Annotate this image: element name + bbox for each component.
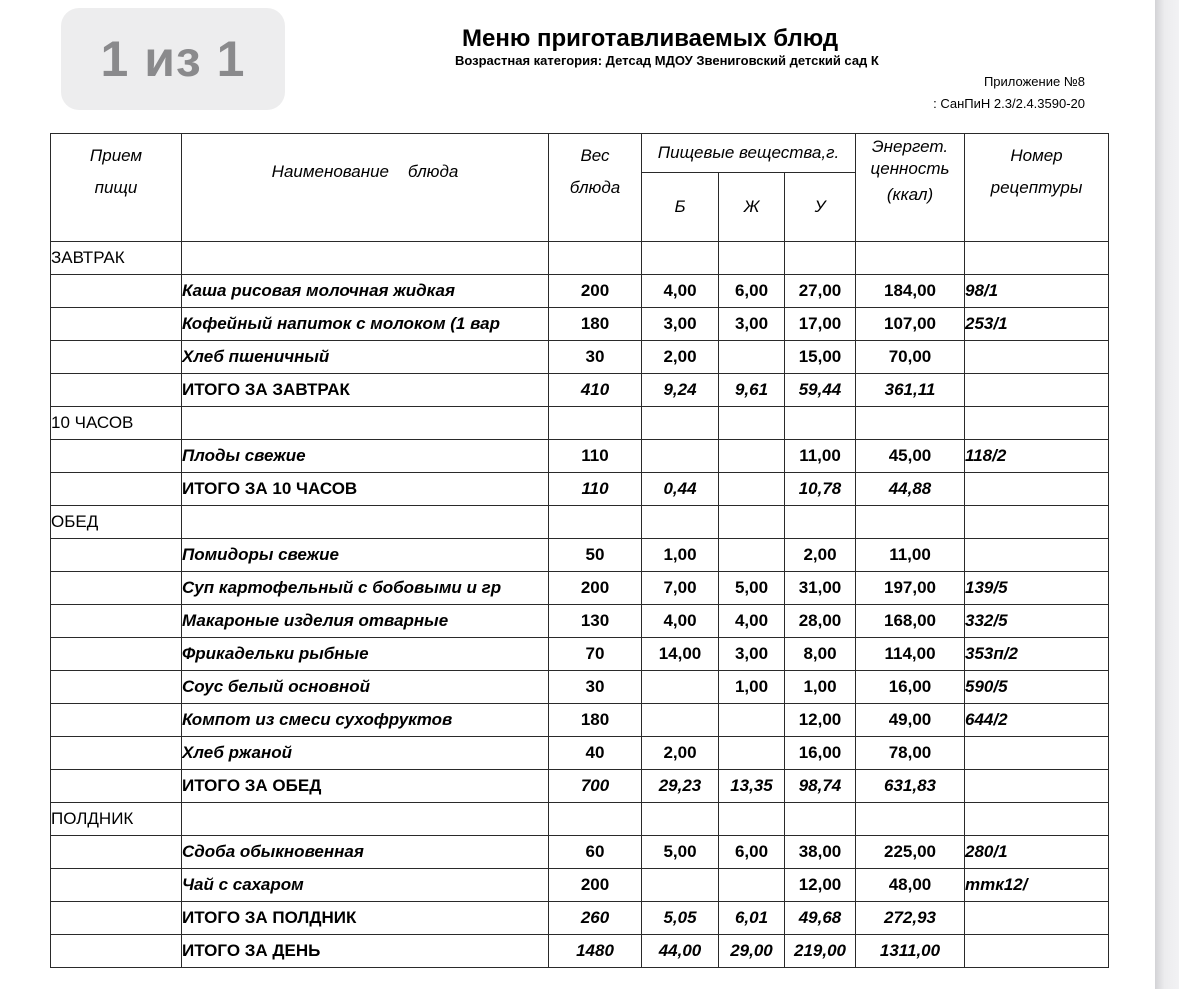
- carbs-cell: 2,00: [785, 539, 856, 572]
- header-recipe-line1: Номер: [1010, 145, 1063, 165]
- dish-name-cell: Чай с сахаром: [182, 869, 549, 902]
- table-row: [51, 539, 1109, 572]
- header-meal: [51, 134, 182, 242]
- dish-name-cell: Хлеб ржаной: [182, 737, 549, 770]
- header-recipe: [965, 134, 1109, 242]
- recipe-cell: [965, 539, 1109, 572]
- protein-cell: 14,00: [642, 638, 719, 671]
- meal-section-row: [51, 803, 1109, 836]
- carbs-cell: 1,00: [785, 671, 856, 704]
- meal-name-cell: ЗАВТРАК: [51, 242, 182, 275]
- document-subtitle: Возрастная категория: Детсад МДОУ Звениговский детский сад К: [455, 53, 879, 68]
- weight-cell: 60: [549, 836, 642, 869]
- table-row: [51, 869, 1109, 902]
- energy-cell: 107,00: [856, 308, 965, 341]
- empty-cell: [719, 803, 785, 836]
- protein-cell: 4,00: [642, 605, 719, 638]
- header-energy: [856, 134, 965, 242]
- empty-cell: [856, 242, 965, 275]
- carbs-cell: 10,78: [785, 473, 856, 506]
- empty-cell: [965, 803, 1109, 836]
- dish-name-cell: Помидоры свежие: [182, 539, 549, 572]
- weight-cell: 50: [549, 539, 642, 572]
- meal-section-row: [51, 506, 1109, 539]
- empty-cell: [549, 803, 642, 836]
- empty-cell: [182, 407, 549, 440]
- energy-cell: 48,00: [856, 869, 965, 902]
- total-name-cell: ИТОГО ЗА ОБЕД: [182, 770, 549, 803]
- energy-cell: 197,00: [856, 572, 965, 605]
- empty-cell: [856, 506, 965, 539]
- empty-cell: [785, 242, 856, 275]
- recipe-cell: [965, 473, 1109, 506]
- empty-cell: [719, 506, 785, 539]
- header-carbs: У: [785, 173, 856, 242]
- dish-name-cell: Каша рисовая молочная жидкая: [182, 275, 549, 308]
- header-recipe-line2: рецептуры: [990, 177, 1083, 197]
- carbs-cell: 59,44: [785, 374, 856, 407]
- table-header: [51, 134, 1109, 242]
- energy-cell: 631,83: [856, 770, 965, 803]
- energy-cell: 168,00: [856, 605, 965, 638]
- carbs-cell: 15,00: [785, 341, 856, 374]
- fat-cell: 6,00: [719, 275, 785, 308]
- fat-cell: [719, 539, 785, 572]
- recipe-cell: [965, 770, 1109, 803]
- protein-cell: 44,00: [642, 935, 719, 968]
- energy-cell: 361,11: [856, 374, 965, 407]
- weight-cell: 700: [549, 770, 642, 803]
- fat-cell: [719, 341, 785, 374]
- carbs-cell: 17,00: [785, 308, 856, 341]
- dish-name-cell: Сдоба обыкновенная: [182, 836, 549, 869]
- fat-cell: [719, 869, 785, 902]
- empty-cell: [549, 242, 642, 275]
- table-row: [51, 704, 1109, 737]
- empty-cell: [51, 341, 182, 374]
- empty-cell: [642, 803, 719, 836]
- recipe-cell: ттк12/: [965, 869, 1109, 902]
- carbs-cell: 11,00: [785, 440, 856, 473]
- table-row: [51, 341, 1109, 374]
- empty-cell: [51, 638, 182, 671]
- weight-cell: 260: [549, 902, 642, 935]
- energy-cell: 1311,00: [856, 935, 965, 968]
- fat-cell: [719, 737, 785, 770]
- total-row: [51, 902, 1109, 935]
- weight-cell: 1480: [549, 935, 642, 968]
- fat-cell: 5,00: [719, 572, 785, 605]
- total-row: [51, 770, 1109, 803]
- protein-cell: 3,00: [642, 308, 719, 341]
- empty-cell: [51, 572, 182, 605]
- protein-cell: [642, 869, 719, 902]
- table-row: [51, 836, 1109, 869]
- weight-cell: 110: [549, 473, 642, 506]
- dish-name-cell: Хлеб пшеничный: [182, 341, 549, 374]
- table-row: [51, 308, 1109, 341]
- empty-cell: [182, 803, 549, 836]
- empty-cell: [51, 770, 182, 803]
- empty-cell: [785, 506, 856, 539]
- empty-cell: [965, 407, 1109, 440]
- empty-cell: [51, 605, 182, 638]
- empty-cell: [642, 506, 719, 539]
- weight-cell: 110: [549, 440, 642, 473]
- header-protein: Б: [642, 173, 719, 242]
- dish-name-cell: Компот из смеси сухофруктов: [182, 704, 549, 737]
- total-row: [51, 374, 1109, 407]
- meal-name-cell: ПОЛДНИК: [51, 803, 182, 836]
- meal-name-cell: 10 ЧАСОВ: [51, 407, 182, 440]
- weight-cell: 200: [549, 869, 642, 902]
- sanpin-label: : СанПиН 2.3/2.4.3590-20: [933, 96, 1085, 111]
- empty-cell: [785, 407, 856, 440]
- empty-cell: [51, 737, 182, 770]
- fat-cell: 9,61: [719, 374, 785, 407]
- recipe-cell: 280/1: [965, 836, 1109, 869]
- carbs-cell: 8,00: [785, 638, 856, 671]
- empty-cell: [785, 803, 856, 836]
- weight-cell: 200: [549, 275, 642, 308]
- carbs-cell: 27,00: [785, 275, 856, 308]
- carbs-cell: 12,00: [785, 704, 856, 737]
- empty-cell: [51, 473, 182, 506]
- empty-cell: [51, 902, 182, 935]
- weight-cell: 410: [549, 374, 642, 407]
- fat-cell: [719, 473, 785, 506]
- weight-cell: 200: [549, 572, 642, 605]
- total-name-cell: ИТОГО ЗА ЗАВТРАК: [182, 374, 549, 407]
- recipe-cell: [965, 935, 1109, 968]
- recipe-cell: 332/5: [965, 605, 1109, 638]
- dish-name-cell: Фрикадельки рыбные: [182, 638, 549, 671]
- carbs-cell: 219,00: [785, 935, 856, 968]
- empty-cell: [719, 407, 785, 440]
- energy-cell: 78,00: [856, 737, 965, 770]
- recipe-cell: 253/1: [965, 308, 1109, 341]
- energy-cell: 70,00: [856, 341, 965, 374]
- empty-cell: [642, 407, 719, 440]
- fat-cell: 13,35: [719, 770, 785, 803]
- fat-cell: [719, 440, 785, 473]
- table-row: [51, 638, 1109, 671]
- carbs-cell: 28,00: [785, 605, 856, 638]
- empty-cell: [182, 506, 549, 539]
- empty-cell: [51, 935, 182, 968]
- carbs-cell: 38,00: [785, 836, 856, 869]
- total-row: [51, 935, 1109, 968]
- table-row: [51, 671, 1109, 704]
- energy-cell: 49,00: [856, 704, 965, 737]
- header-weight-line2: блюда: [569, 177, 621, 197]
- total-name-cell: ИТОГО ЗА ДЕНЬ: [182, 935, 549, 968]
- fat-cell: 3,00: [719, 308, 785, 341]
- header-dish-label: Наименование блюда: [271, 161, 459, 181]
- fat-cell: 1,00: [719, 671, 785, 704]
- recipe-cell: 590/5: [965, 671, 1109, 704]
- header-weight: [549, 134, 642, 242]
- weight-cell: 130: [549, 605, 642, 638]
- meal-section-row: [51, 242, 1109, 275]
- header-energy-line3: (ккал): [886, 184, 934, 204]
- empty-cell: [549, 407, 642, 440]
- page-shadow-edge: [1155, 0, 1179, 989]
- recipe-cell: 98/1: [965, 275, 1109, 308]
- empty-cell: [51, 869, 182, 902]
- fat-cell: [719, 704, 785, 737]
- weight-cell: 70: [549, 638, 642, 671]
- protein-cell: 5,05: [642, 902, 719, 935]
- table-row: [51, 275, 1109, 308]
- protein-cell: 9,24: [642, 374, 719, 407]
- empty-cell: [51, 275, 182, 308]
- page-counter: 1 из 1: [61, 8, 285, 110]
- carbs-cell: 98,74: [785, 770, 856, 803]
- header-weight-line1: Вес: [580, 145, 610, 165]
- protein-cell: 29,23: [642, 770, 719, 803]
- recipe-cell: [965, 902, 1109, 935]
- header-fat: Ж: [719, 173, 785, 242]
- recipe-cell: [965, 341, 1109, 374]
- dish-name-cell: Плоды свежие: [182, 440, 549, 473]
- protein-cell: [642, 704, 719, 737]
- header-energy-line1: Энергет.: [871, 136, 949, 156]
- empty-cell: [642, 242, 719, 275]
- menu-table: [50, 133, 1109, 968]
- energy-cell: 114,00: [856, 638, 965, 671]
- recipe-cell: 644/2: [965, 704, 1109, 737]
- dish-name-cell: Суп картофельный с бобовыми и гр: [182, 572, 549, 605]
- recipe-cell: 118/2: [965, 440, 1109, 473]
- meal-section-row: [51, 407, 1109, 440]
- fat-cell: 6,01: [719, 902, 785, 935]
- table-row: [51, 440, 1109, 473]
- dish-name-cell: Макароные изделия отварные: [182, 605, 549, 638]
- dish-name-cell: Соус белый основной: [182, 671, 549, 704]
- header-meal-line2: пищи: [94, 177, 138, 197]
- empty-cell: [965, 506, 1109, 539]
- protein-cell: 4,00: [642, 275, 719, 308]
- header-dish: [182, 134, 549, 242]
- empty-cell: [856, 407, 965, 440]
- weight-cell: 180: [549, 308, 642, 341]
- header-nutrients: Пищевые вещества,г.: [642, 134, 856, 173]
- fat-cell: 3,00: [719, 638, 785, 671]
- fat-cell: 4,00: [719, 605, 785, 638]
- energy-cell: 11,00: [856, 539, 965, 572]
- carbs-cell: 16,00: [785, 737, 856, 770]
- empty-cell: [51, 308, 182, 341]
- document-title: Меню приготавливаемых блюд: [462, 25, 839, 52]
- protein-cell: [642, 440, 719, 473]
- protein-cell: [642, 671, 719, 704]
- protein-cell: 0,44: [642, 473, 719, 506]
- empty-cell: [549, 506, 642, 539]
- empty-cell: [51, 836, 182, 869]
- dish-name-cell: Кофейный напиток с молоком (1 вар: [182, 308, 549, 341]
- energy-cell: 44,88: [856, 473, 965, 506]
- recipe-cell: 353п/2: [965, 638, 1109, 671]
- total-name-cell: ИТОГО ЗА ПОЛДНИК: [182, 902, 549, 935]
- fat-cell: 29,00: [719, 935, 785, 968]
- carbs-cell: 31,00: [785, 572, 856, 605]
- table-row: [51, 605, 1109, 638]
- carbs-cell: 49,68: [785, 902, 856, 935]
- weight-cell: 30: [549, 341, 642, 374]
- weight-cell: 30: [549, 671, 642, 704]
- table-row: [51, 572, 1109, 605]
- empty-cell: [965, 242, 1109, 275]
- protein-cell: 2,00: [642, 737, 719, 770]
- recipe-cell: 139/5: [965, 572, 1109, 605]
- energy-cell: 16,00: [856, 671, 965, 704]
- header-energy-line2: ценность: [870, 158, 950, 178]
- empty-cell: [856, 803, 965, 836]
- energy-cell: 45,00: [856, 440, 965, 473]
- recipe-cell: [965, 737, 1109, 770]
- weight-cell: 40: [549, 737, 642, 770]
- meal-name-cell: ОБЕД: [51, 506, 182, 539]
- empty-cell: [182, 242, 549, 275]
- empty-cell: [51, 704, 182, 737]
- empty-cell: [51, 374, 182, 407]
- energy-cell: 184,00: [856, 275, 965, 308]
- header-meal-line1: Прием: [89, 145, 143, 165]
- carbs-cell: 12,00: [785, 869, 856, 902]
- total-name-cell: ИТОГО ЗА 10 ЧАСОВ: [182, 473, 549, 506]
- protein-cell: 5,00: [642, 836, 719, 869]
- empty-cell: [719, 242, 785, 275]
- fat-cell: 6,00: [719, 836, 785, 869]
- protein-cell: 1,00: [642, 539, 719, 572]
- empty-cell: [51, 539, 182, 572]
- appendix-label: Приложение №8: [983, 74, 1085, 89]
- energy-cell: 272,93: [856, 902, 965, 935]
- table-body: [51, 242, 1109, 968]
- table-row: [51, 737, 1109, 770]
- empty-cell: [51, 440, 182, 473]
- total-row: [51, 473, 1109, 506]
- protein-cell: 2,00: [642, 341, 719, 374]
- empty-cell: [51, 671, 182, 704]
- weight-cell: 180: [549, 704, 642, 737]
- recipe-cell: [965, 374, 1109, 407]
- protein-cell: 7,00: [642, 572, 719, 605]
- energy-cell: 225,00: [856, 836, 965, 869]
